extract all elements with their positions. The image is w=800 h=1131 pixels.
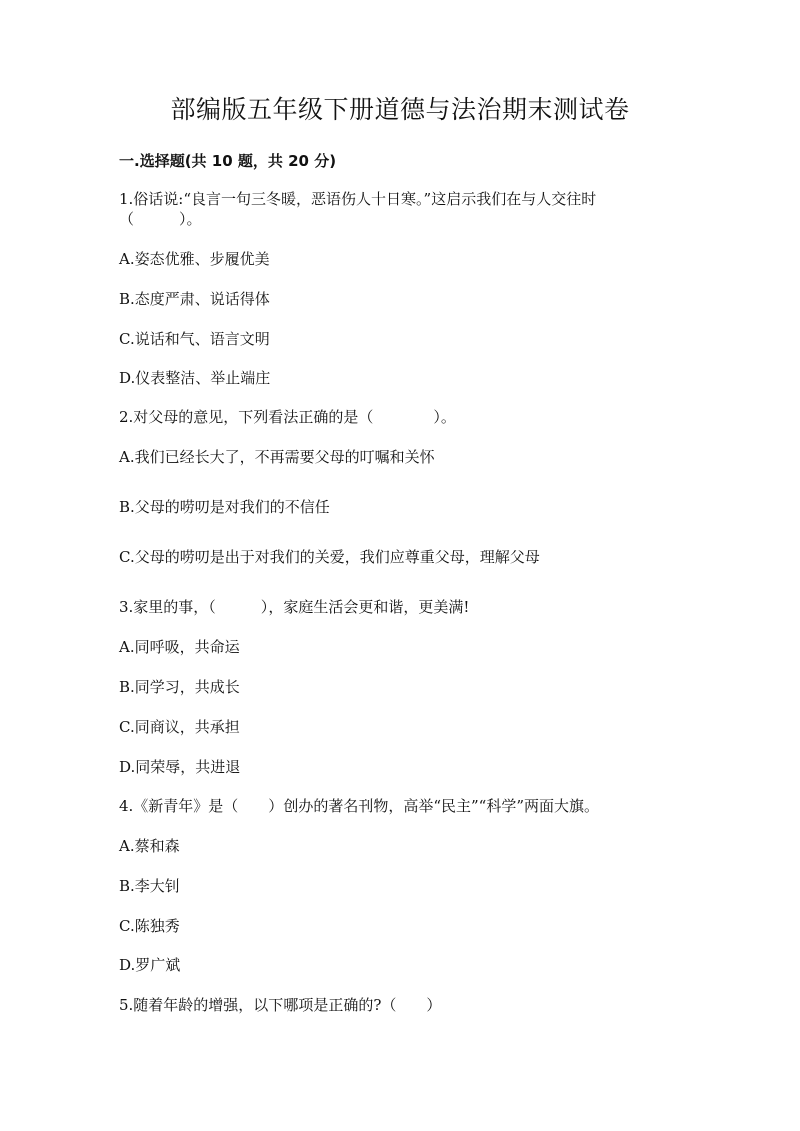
question-1-option-c: C.说话和气、语言文明	[119, 330, 270, 348]
question-4-stem: 4.《新青年》是（ ）创办的著名刊物，高举“民主”“科学”两面大旗。	[119, 797, 599, 815]
question-5-stem: 5.随着年龄的增强，以下哪项是正确的?（ ）	[119, 996, 442, 1014]
question-2-option-c: C.父母的唠叨是出于对我们的关爱，我们应尊重父母，理解父母	[119, 548, 540, 566]
question-4-option-d: D.罗广斌	[119, 956, 181, 974]
question-2-stem: 2.对父母的意见，下列看法正确的是（ ）。	[119, 408, 456, 426]
question-3-option-d: D.同荣辱，共进退	[119, 758, 241, 776]
question-1-option-b: B.态度严肃、说话得体	[119, 290, 270, 308]
question-4-option-c: C.陈独秀	[119, 917, 180, 935]
question-4-option-b: B.李大钊	[119, 877, 180, 895]
question-1-option-d: D.仪表整洁、举止端庄	[119, 369, 271, 387]
question-3-option-c: C.同商议，共承担	[119, 718, 240, 736]
question-3-stem: 3.家里的事，（ ），家庭生活会更和谐，更美满!	[119, 598, 470, 616]
question-4-option-a: A.蔡和森	[119, 837, 180, 855]
question-1-stem: 1.俗话说:“良言一句三冬暖，恶语伤人十日寒。”这启示我们在与人交往时	[119, 190, 597, 208]
question-1-option-a: A.姿态优雅、步履优美	[119, 250, 270, 268]
question-1-stem-continued: （ ）。	[119, 210, 202, 228]
question-2-option-b: B.父母的唠叨是对我们的不信任	[119, 498, 330, 516]
question-2-option-a: A.我们已经长大了，不再需要父母的叮嘱和关怀	[119, 448, 435, 466]
section-heading: 一.选择题(共 10 题，共 20 分)	[119, 152, 337, 170]
question-3-option-a: A.同呼吸，共命运	[119, 638, 240, 656]
page-title: 部编版五年级下册道德与法治期末测试卷	[170, 95, 630, 124]
question-3-option-b: B.同学习，共成长	[119, 678, 240, 696]
